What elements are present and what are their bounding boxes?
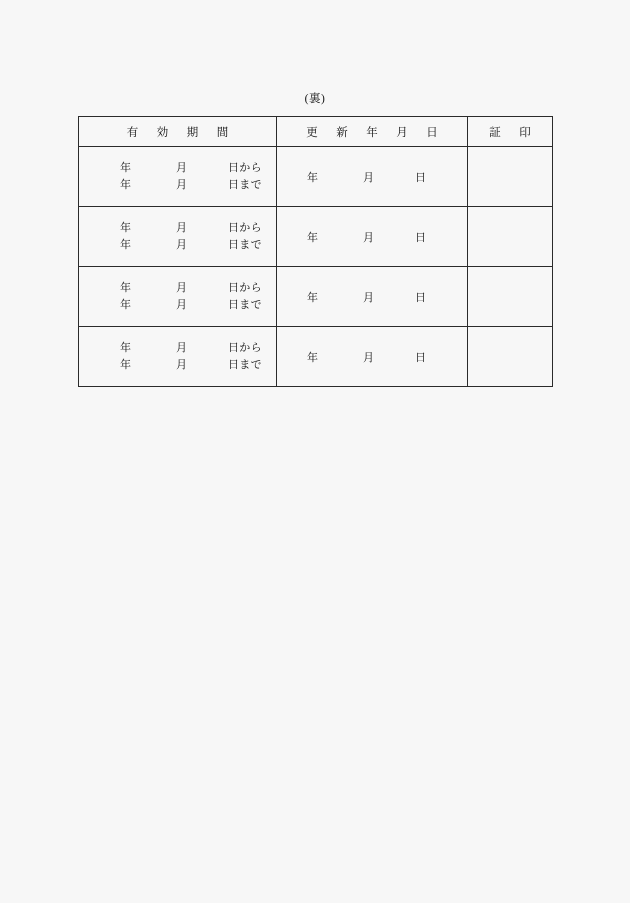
cell-seal[interactable]	[468, 207, 553, 267]
renewal-date-line	[277, 349, 467, 365]
renewal-year: 年	[307, 351, 319, 364]
renewal-day: 日	[415, 171, 427, 184]
cell-seal[interactable]	[468, 267, 553, 327]
cell-validity-period[interactable]	[79, 147, 277, 207]
renewal-year: 年	[307, 231, 319, 244]
period-from-day: 日から	[228, 281, 262, 294]
period-to-line	[79, 177, 276, 194]
period-from-day: 日から	[228, 221, 262, 234]
renewal-month: 月	[363, 171, 375, 184]
column-header-period: 有 効 期 間	[79, 117, 277, 147]
column-header-renewal-date: 更 新 年 月 日	[277, 117, 468, 147]
table-row	[79, 147, 553, 207]
period-from-line	[79, 280, 276, 297]
period-to-month: 月	[176, 238, 188, 251]
table-row	[79, 267, 553, 327]
period-from-month: 月	[176, 221, 188, 234]
period-from-line	[79, 160, 276, 177]
period-to-day: 日まで	[228, 238, 262, 251]
renewal-day: 日	[415, 351, 427, 364]
renewal-month: 月	[363, 231, 375, 244]
cell-seal[interactable]	[468, 147, 553, 207]
table-header-row	[79, 117, 553, 147]
renewal-date-line	[277, 289, 467, 305]
page-caption: (裏)	[304, 93, 326, 105]
period-from-month: 月	[176, 161, 188, 174]
validity-period-table	[78, 116, 553, 387]
cell-renewal-date[interactable]	[277, 327, 468, 387]
table-body	[79, 147, 553, 387]
table-header	[79, 117, 553, 147]
period-to-year: 年	[120, 358, 132, 371]
cell-renewal-date[interactable]	[277, 267, 468, 327]
period-from-line	[79, 340, 276, 357]
period-from-year: 年	[120, 281, 132, 294]
period-to-year: 年	[120, 238, 132, 251]
table-row	[79, 327, 553, 387]
cell-seal[interactable]	[468, 327, 553, 387]
period-to-year: 年	[120, 178, 132, 191]
period-to-year: 年	[120, 298, 132, 311]
renewal-year: 年	[307, 171, 319, 184]
period-from-day: 日から	[228, 161, 262, 174]
cell-renewal-date[interactable]	[277, 207, 468, 267]
renewal-day: 日	[415, 231, 427, 244]
period-to-month: 月	[176, 178, 188, 191]
renewal-month: 月	[363, 291, 375, 304]
period-to-line	[79, 297, 276, 314]
period-to-month: 月	[176, 298, 188, 311]
cell-validity-period[interactable]	[79, 267, 277, 327]
period-from-day: 日から	[228, 341, 262, 354]
cell-renewal-date[interactable]	[277, 147, 468, 207]
column-header-seal: 証 印	[468, 117, 553, 147]
renewal-date-line	[277, 169, 467, 185]
period-from-line	[79, 220, 276, 237]
period-to-month: 月	[176, 358, 188, 371]
period-to-line	[79, 237, 276, 254]
period-from-month: 月	[176, 281, 188, 294]
period-to-line	[79, 357, 276, 374]
period-to-day: 日まで	[228, 358, 262, 371]
renewal-day: 日	[415, 291, 427, 304]
renewal-year: 年	[307, 291, 319, 304]
period-to-day: 日まで	[228, 298, 262, 311]
cell-validity-period[interactable]	[79, 207, 277, 267]
renewal-month: 月	[363, 351, 375, 364]
period-to-day: 日まで	[228, 178, 262, 191]
table-row	[79, 207, 553, 267]
cell-validity-period[interactable]	[79, 327, 277, 387]
period-from-year: 年	[120, 221, 132, 234]
renewal-date-line	[277, 229, 467, 245]
period-from-year: 年	[120, 341, 132, 354]
period-from-year: 年	[120, 161, 132, 174]
period-from-month: 月	[176, 341, 188, 354]
